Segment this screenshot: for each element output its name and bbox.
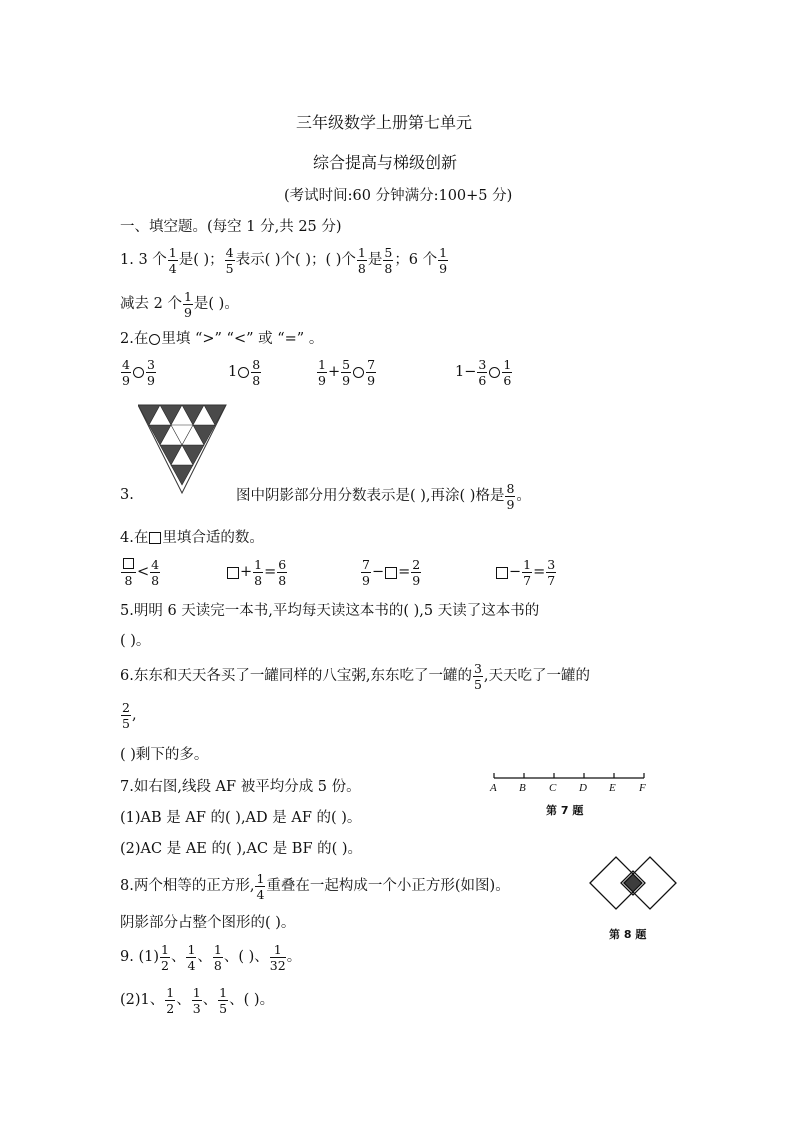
q8-text-2: 重叠在一起构成一个小正方形(如图)。 (266, 878, 510, 895)
circle-blank-icon[interactable] (238, 367, 249, 378)
q8-text-1: 8.两个相等的正方形, (120, 878, 255, 895)
question-9-part-2: (2)1、 $\frac{1}{2}$ 、 $\frac{1}{3}$ 、 $\frac{1}{5}$ 、( )。 (120, 985, 275, 1017)
fraction: $\frac{1}{9}$ (439, 245, 448, 277)
square-blank-icon[interactable] (496, 567, 508, 579)
q1-text-7: 是( )。 (193, 296, 239, 313)
q4-e4-eq: = (533, 564, 546, 581)
point-label-c: C (549, 782, 557, 794)
question-7-sub-2: (2)AC 是 AE 的( ),AC 是 BF 的( )。 (120, 841, 363, 857)
fraction: $\frac{1}{9}$ (318, 357, 326, 389)
page-title: 三年级数学上册第七单元 (296, 113, 473, 132)
fraction: $\frac{1}{8}$ (357, 245, 366, 277)
question-1-line-1 (120, 246, 449, 275)
q1-text-6: 减去 2 个 (120, 296, 182, 313)
fraction: $\frac{6}{8}$ (278, 557, 287, 589)
q3-number: 3. (120, 487, 134, 503)
question-8-line-1 (120, 872, 510, 901)
question-9-part-1: 9. (1) $\frac{1}{2}$ 、 $\frac{1}{4}$ 、 $\frac{1}{8}$ 、( )、 $\frac{1}{32}$ 。 (120, 942, 302, 974)
exam-info: (考试时间:60 分钟满分:100+5 分) (284, 188, 513, 204)
figure-7-caption: 第 7 题 (546, 804, 584, 817)
circle-blank-icon[interactable] (133, 367, 144, 378)
fraction: $\frac{1}{4}$ (187, 942, 196, 974)
fraction: $\frac{4}{5}$ (225, 245, 234, 277)
fraction: $\frac{8}{8}$ (252, 357, 261, 389)
fraction: $\frac{1}{2}$ (160, 942, 169, 974)
q9-blank-2[interactable]: ( ) (243, 992, 260, 1009)
question-6-line-3: ( )剩下的多。 (120, 747, 209, 763)
fraction: $\frac{8}{9}$ (506, 481, 515, 513)
point-label-a: A (490, 782, 497, 794)
fraction: $\frac{7}{9}$ (362, 557, 370, 589)
question-3 (120, 488, 134, 503)
fraction: $\frac{3}{5}$ (473, 661, 482, 693)
q9-label-2: (2)1、 (120, 992, 165, 1009)
q2-c2-number: 1 (228, 364, 238, 381)
question-6-line-1 (120, 662, 590, 691)
q4-equation-2 (226, 558, 288, 587)
q4-equation-4 (495, 558, 557, 587)
fraction: $\frac{1}{9}$ (183, 289, 192, 321)
q2-c4-number: 1− (455, 364, 477, 381)
square-blank-icon[interactable] (227, 567, 239, 579)
question-5-line-1: 5.明明 6 天读完一本书,平均每天读这本书的( ),5 天读了这本书的 (120, 603, 540, 619)
circle-blank-icon[interactable] (489, 367, 500, 378)
fraction: $\frac{7}{9}$ (367, 357, 376, 389)
fraction: $\frac{1}{3}$ (192, 985, 201, 1017)
fraction: $\frac{3}{7}$ (547, 557, 556, 589)
point-label-b: B (519, 782, 526, 794)
fraction: $\frac{1}{6}$ (503, 357, 512, 389)
q4-e3-eq: = (398, 564, 411, 581)
fraction: $\frac{1}{7}$ (523, 557, 532, 589)
fraction: $\frac{5}{9}$ (342, 357, 351, 389)
fraction: $\frac{4}{8}$ (151, 557, 160, 589)
fraction: $\frac{1}{4}$ (168, 245, 177, 277)
overlapping-squares-figure (588, 855, 680, 921)
segment-af-figure (488, 770, 658, 800)
q6-text-1: 6.东东和天天各买了一罐同样的八宝粥,东东吃了一罐的 (120, 668, 472, 685)
q4-e1-op: < (137, 564, 150, 581)
q6-text-3: , (131, 707, 137, 724)
q3-end: 。 (516, 488, 531, 505)
q9-blank-1[interactable]: ( ) (238, 949, 255, 966)
question-4-intro (120, 531, 264, 546)
q1-text-4: 是 (367, 252, 383, 269)
fraction: $\frac{4}{9}$ (122, 357, 130, 389)
q2-c3-op: + (327, 364, 341, 381)
q4-intro-b: 里填合适的数。 (162, 530, 264, 546)
fraction: $\frac{2}{9}$ (412, 557, 421, 589)
q1-text-3: 表示( )个( )；( )个 (235, 252, 356, 269)
point-label-e: E (609, 782, 616, 794)
q4-equation-3 (360, 558, 422, 587)
fraction: $\frac{3}{9}$ (146, 357, 155, 389)
fraction: $\frac{1}{5}$ (219, 985, 228, 1017)
question-3-text (236, 482, 531, 511)
question-5-line-2: ( )。 (120, 633, 151, 649)
point-label-d: D (579, 782, 587, 794)
question-7-sub-1: (1)AB 是 AF 的( ),AD 是 AF 的( )。 (120, 810, 362, 826)
q6-text-2: ,天天吃了一罐的 (483, 668, 591, 685)
q1-text-5: ；6 个 (394, 252, 438, 269)
q4-e3-op: − (371, 564, 385, 581)
question-2-intro (120, 332, 323, 347)
question-6-line-2 (120, 701, 137, 730)
fraction: 8 (121, 558, 136, 587)
fraction: $\frac{1}{4}$ (256, 871, 265, 903)
q4-e4-op: − (509, 564, 522, 581)
fraction: $\frac{3}{6}$ (478, 357, 487, 389)
q1-text-2: 是( )； (178, 252, 224, 269)
segment-ticks (494, 773, 644, 778)
q9-label-1: 9. (1) (120, 949, 159, 966)
square-blank-icon[interactable] (123, 558, 134, 569)
q4-e2-op: + (240, 564, 253, 581)
q3-text: 图中阴影部分用分数表示是( ),再涂( )格是 (236, 488, 505, 505)
q2-compare-3 (316, 358, 377, 387)
q2-compare-2 (228, 358, 262, 387)
q2-compare-1 (120, 358, 157, 387)
question-7-text: 7.如右图,线段 AF 被平均分成 5 份。 (120, 779, 361, 795)
fraction: $\frac{1}{8}$ (254, 557, 263, 589)
section-heading: 一、填空题。(每空 1 分,共 25 分) (120, 219, 342, 235)
fraction: $\frac{1}{32}$ (269, 942, 286, 974)
square-blank-icon (149, 532, 161, 544)
q1-text-1: 1. 3 个 (120, 252, 167, 269)
page-subtitle: 综合提高与梯级创新 (313, 153, 458, 172)
fraction: $\frac{1}{8}$ (213, 942, 222, 974)
q2-intro-a: 2.在 (120, 331, 149, 347)
q2-intro-b: 里填 “>” “<” 或 “=” 。 (161, 331, 324, 347)
circle-blank-icon (149, 334, 160, 345)
fraction: $\frac{5}{8}$ (384, 245, 393, 277)
q4-e2-eq: = (264, 564, 277, 581)
question-1-line-2 (120, 290, 239, 319)
q4-equation-1 (120, 558, 161, 587)
q2-compare-4 (455, 358, 513, 387)
question-8-line-2: 阴影部分占整个图形的( )。 (120, 915, 296, 931)
q4-intro-a: 4.在 (120, 530, 149, 546)
square-blank-icon[interactable] (385, 567, 397, 579)
triangle-grid-figure (138, 403, 238, 495)
q9-end-1: 。 (286, 949, 302, 966)
shaded-cell (171, 465, 193, 485)
point-label-f: F (639, 782, 646, 794)
q9-end-2: 。 (259, 992, 275, 1009)
figure-8-caption: 第 8 题 (609, 928, 647, 941)
circle-blank-icon[interactable] (353, 367, 364, 378)
fraction: $\frac{2}{5}$ (122, 700, 130, 732)
fraction: $\frac{1}{2}$ (166, 985, 175, 1017)
